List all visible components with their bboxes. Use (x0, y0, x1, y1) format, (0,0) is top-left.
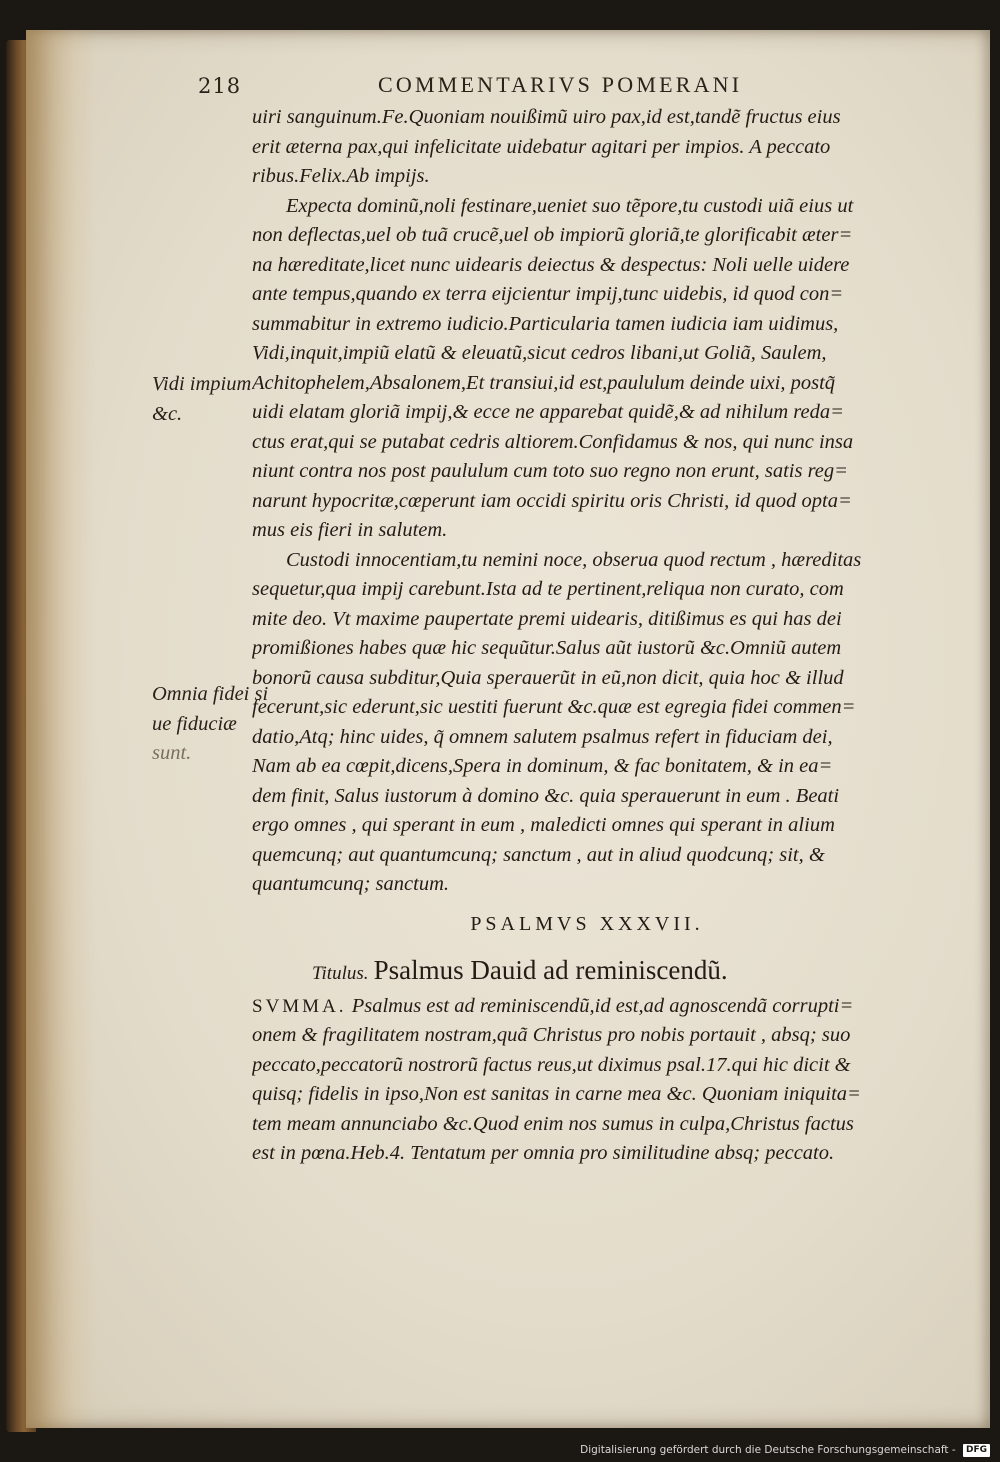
text-line: uiri sanguinum.Fe.Quoniam nouißimũ uiro pax,id est,tandẽ fructus eius (252, 106, 841, 128)
text-line: est in pœna.Heb.4. Tentatum per omnia pro similitudine absq; peccato. (252, 1142, 835, 1164)
margin-note-omnia-fidei (152, 680, 272, 769)
margin-line: Vidi impium (152, 373, 252, 395)
text-line: ribus.Felix.Ab impijs. (252, 165, 430, 187)
paragraph-2 (252, 192, 952, 546)
text-line: datio,Atq; hinc uides, q̃ omnem salutem psalmus refert in fiduciam dei, (252, 725, 833, 748)
text-line: non deflectas,uel ob tuã crucẽ,uel ob impiorũ gloriã,te glorificabit æter= (252, 224, 853, 246)
text-line: mus eis fieri in salutem. (252, 519, 448, 541)
text-line: sequetur,qua impij carebunt.Ista ad te pertinent,reliqua non curato, com (252, 578, 844, 600)
text-line: quisq; fidelis in ipso,Non est sanitas in carne mea &c. Quoniam iniquita= (252, 1083, 861, 1105)
summa-label: SVMMA. (252, 995, 347, 1017)
text-line: summabitur in extremo iudicio.Particularia tamen iudicia iam uidimus, (252, 312, 839, 335)
text-line: Achitophelem,Absalonem,Et transiui,id est,paululum deinde uixi, postq̃ (252, 371, 836, 394)
summa-first-line: Psalmus est ad reminiscendũ,id est,ad agnoscendã corrupti= (351, 994, 854, 1017)
digitization-credit (270, 1440, 990, 1460)
text-line: Custodi innocentiam,tu nemini noce, obserua quod rectum , hæreditas (286, 548, 862, 571)
margin-line: &c. (152, 402, 183, 425)
text-line: promißiones habes quæ hic sequũtur.Salus aũt iustorũ &c.Omniũ autem (252, 637, 842, 659)
text-line: dem finit, Salus iustorum à domino &c. quia sperauerunt in eum . Beati (252, 784, 840, 807)
margin-line: Omnia fidei si (152, 683, 269, 705)
text-line: bonorũ causa subditur,Quia sperauerũt in eũ,non dicit, quia hoc & illud (252, 666, 844, 689)
text-line: erit æterna pax,qui infelicitate uidebatur agitari per impios. A peccato (252, 135, 831, 158)
text-line: niunt contra nos post paululum cum toto suo regno non erunt, satis reg= (252, 460, 848, 482)
main-text-column (252, 103, 952, 1169)
margin-line: ue fiduciæ (152, 712, 237, 735)
text-line: Nam ab ea cœpit,dicens,Spera in dominum, & fac bonitatem, & in ea= (252, 755, 833, 777)
text-line (252, 992, 952, 1022)
text-line: fecerunt,sic ederunt,sic uestiti fuerunt &c.quæ est egregia fidei commen= (252, 696, 856, 718)
text-line: mite deo. Vt maxime paupertate premi uidearis, ditißimus es qui has dei (252, 607, 842, 630)
psalm-title (252, 948, 952, 992)
text-line: ante tempus,quando ex terra eijcientur impij,tunc uidebis, id quod con= (252, 283, 844, 305)
margin-note-vidi-impium (152, 370, 272, 429)
text-line: ctus erat,qui se putabat cedris altiorem.Confidamus & nos, qui nunc insa (252, 430, 854, 453)
running-head: COMMENTARIVS POMERANI (378, 72, 743, 97)
text-line: Vidi,inquit,impiũ elatũ & eleuatũ,sicut cedros libani,ut Goliã, Saulem, (252, 342, 827, 364)
text-line: narunt hypocritæ,cœperunt iam occidi spiritu oris Christi, id quod opta= (252, 489, 852, 512)
text-line: peccato,peccatorũ nostrorũ factus reus,ut diximus psal.17.qui hic dicit & (252, 1053, 851, 1076)
margin-line: sunt. (152, 742, 192, 764)
text-line: uidi elatam gloriã impij,& ecce ne apparebat quidẽ,& ad nihilum reda= (252, 401, 844, 423)
dfg-logo-icon: DFG (963, 1444, 990, 1457)
text-line: tem meam annunciabo &c.Quod enim nos sumus in culpa,Christus factus (252, 1112, 854, 1135)
text-line: na hæreditate,licet nunc uidearis deiectus & despectus: Noli uelle uidere (252, 253, 850, 276)
text-line: Expecta dominũ,noli festinare,ueniet suo tẽpore,tu custodi uiã eius ut (286, 194, 854, 217)
page-edge-stain (26, 30, 96, 1428)
paragraph-1 (252, 103, 952, 192)
title-label: Titulus. (312, 962, 369, 984)
psalm-heading: PSALMVS XXXVII. (470, 912, 704, 935)
credit-text: Digitalisierung gefördert durch die Deutsche Forschungsgemeinschaft - (580, 1444, 956, 1456)
title-text: Psalmus Dauid ad reminiscendũ. (373, 954, 728, 985)
text-line: quemcunq; aut quantumcunq; sanctum , aut in aliud quodcunq; sit, & (252, 843, 825, 866)
folio-number: 218 (198, 74, 242, 98)
summa-paragraph (252, 992, 952, 1169)
text-line: quantumcunq; sanctum. (252, 873, 450, 895)
text-line: onem & fragilitatem nostram,quã Christus pro nobis portauit , absq; suo (252, 1024, 851, 1046)
paragraph-3 (252, 546, 952, 900)
text-line: ergo omnes , qui sperant in eum , maledicti omnes qui sperant in alium (252, 814, 835, 836)
